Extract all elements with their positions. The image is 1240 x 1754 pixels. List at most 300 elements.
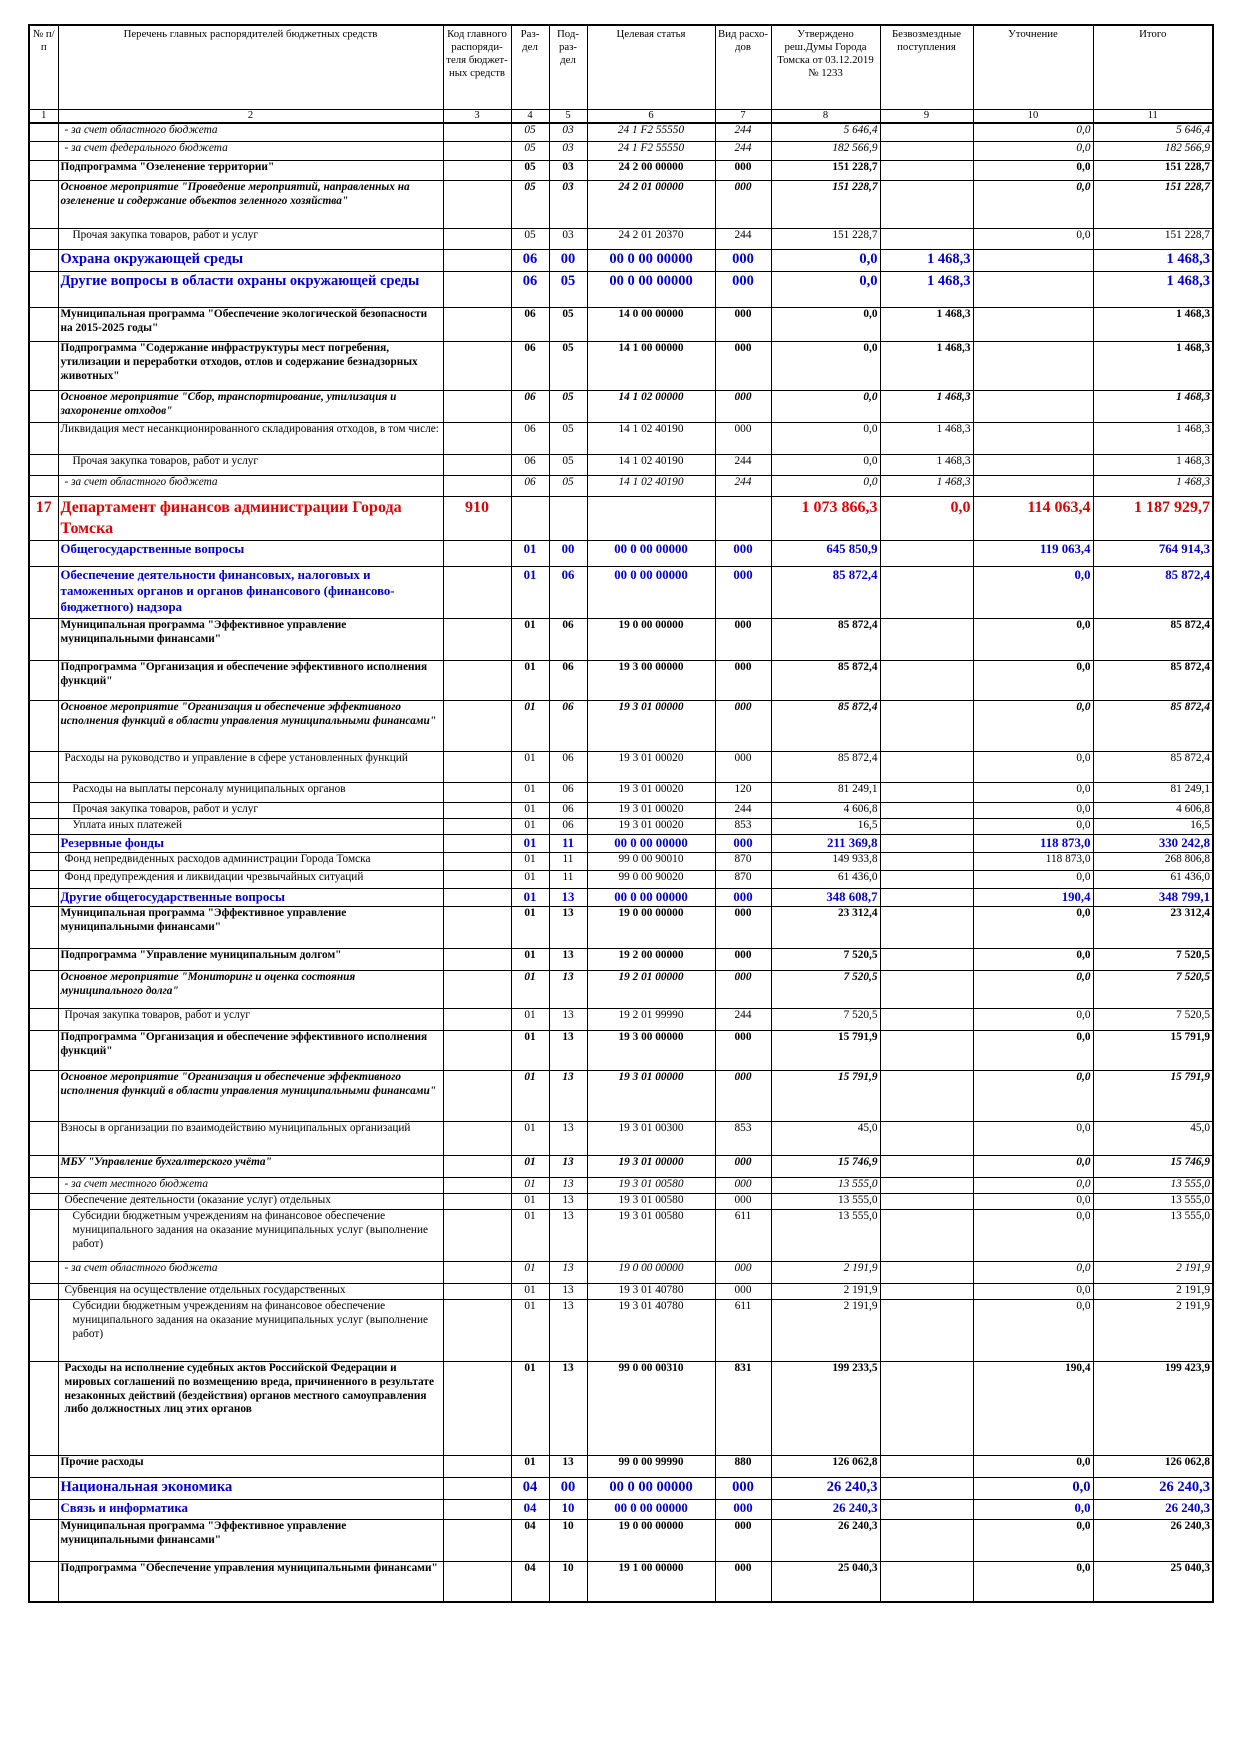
row-grants <box>880 701 973 752</box>
row-expense-type: 000 <box>715 1031 771 1071</box>
column-number-row <box>29 109 1213 123</box>
row-subsection: 06 <box>549 783 587 803</box>
row-section: 01 <box>511 567 549 619</box>
row-grants <box>880 1300 973 1362</box>
row-expense-type: 244 <box>715 803 771 819</box>
row-name: Подпрограмма "Озеленение территории" <box>58 161 443 181</box>
row-gr-code <box>443 229 511 250</box>
row-target-article: 19 3 01 40780 <box>587 1300 715 1362</box>
row-grants <box>880 161 973 181</box>
table-row <box>29 889 1213 907</box>
row-number <box>29 619 58 661</box>
row-gr-code <box>443 971 511 1009</box>
row-expense-type: 000 <box>715 1262 771 1284</box>
table-row <box>29 835 1213 853</box>
row-expense-type: 831 <box>715 1362 771 1456</box>
row-adjustment <box>973 423 1093 455</box>
row-adjustment: 0,0 <box>973 1478 1093 1500</box>
header-cell-num: № п/п <box>29 25 58 109</box>
row-grants <box>880 803 973 819</box>
row-number <box>29 907 58 949</box>
table-row <box>29 907 1213 949</box>
row-section: 05 <box>511 229 549 250</box>
row-subsection: 05 <box>549 476 587 497</box>
row-adjustment: 0,0 <box>973 819 1093 835</box>
row-total: 764 914,3 <box>1093 541 1213 567</box>
row-grants <box>880 541 973 567</box>
budget-table <box>28 24 1214 1603</box>
row-approved: 85 872,4 <box>771 567 880 619</box>
table-row <box>29 455 1213 476</box>
row-target-article: 24 2 01 00000 <box>587 181 715 229</box>
row-section: 05 <box>511 142 549 161</box>
row-gr-code <box>443 1362 511 1456</box>
row-expense-type: 000 <box>715 1562 771 1602</box>
row-name: Прочая закупка товаров, работ и услуг <box>58 229 443 250</box>
row-name: Муниципальная программа "Эффективное управление муниципальными финансами" <box>58 619 443 661</box>
row-approved: 199 233,5 <box>771 1362 880 1456</box>
row-approved: 85 872,4 <box>771 701 880 752</box>
row-approved: 151 228,7 <box>771 229 880 250</box>
row-total: 45,0 <box>1093 1122 1213 1156</box>
row-section: 01 <box>511 949 549 971</box>
table-row <box>29 161 1213 181</box>
row-name: Прочие расходы <box>58 1456 443 1478</box>
row-expense-type: 000 <box>715 1156 771 1178</box>
row-number <box>29 272 58 308</box>
row-target-article: 19 3 01 00580 <box>587 1210 715 1262</box>
table-row <box>29 803 1213 819</box>
row-name: - за счет областного бюджета <box>58 123 443 142</box>
row-adjustment: 118 873,0 <box>973 835 1093 853</box>
row-grants <box>880 229 973 250</box>
row-section: 01 <box>511 1178 549 1194</box>
header-cell-total: Итого <box>1093 25 1213 109</box>
row-approved: 2 191,9 <box>771 1284 880 1300</box>
row-adjustment: 0,0 <box>973 1262 1093 1284</box>
row-adjustment: 0,0 <box>973 1122 1093 1156</box>
row-name: Ликвидация мест несанкционированного складирования отходов, в том числе: <box>58 423 443 455</box>
row-gr-code <box>443 701 511 752</box>
row-gr-code <box>443 142 511 161</box>
row-adjustment: 0,0 <box>973 123 1093 142</box>
row-subsection: 13 <box>549 1071 587 1122</box>
table-row <box>29 1520 1213 1562</box>
row-subsection: 13 <box>549 1194 587 1210</box>
row-approved: 1 073 866,3 <box>771 497 880 541</box>
row-approved: 26 240,3 <box>771 1500 880 1520</box>
row-number <box>29 391 58 423</box>
row-subsection: 03 <box>549 229 587 250</box>
row-section: 01 <box>511 701 549 752</box>
row-grants <box>880 1031 973 1071</box>
row-adjustment: 0,0 <box>973 971 1093 1009</box>
row-grants <box>880 971 973 1009</box>
row-total: 15 791,9 <box>1093 1071 1213 1122</box>
row-total: 85 872,4 <box>1093 567 1213 619</box>
row-grants <box>880 1071 973 1122</box>
row-gr-code <box>443 1122 511 1156</box>
table-row <box>29 308 1213 342</box>
row-number <box>29 889 58 907</box>
row-expense-type: 853 <box>715 1122 771 1156</box>
row-total: 26 240,3 <box>1093 1500 1213 1520</box>
row-total: 7 520,5 <box>1093 949 1213 971</box>
row-name: Основное мероприятие "Проведение мероприятий, направленных на озеленение и содержание объектов зеленного хозяйства" <box>58 181 443 229</box>
row-adjustment: 0,0 <box>973 1009 1093 1031</box>
row-grants <box>880 1562 973 1602</box>
row-name: Расходы на исполнение судебных актов Российской Федерации и мировых соглашений по возмещению вреда, причиненного в результате незаконных действий (бездействия) органов местного самоуправления либо должностных лиц этих органов <box>58 1362 443 1456</box>
row-subsection: 00 <box>549 1478 587 1500</box>
row-target-article: 99 0 00 00310 <box>587 1362 715 1456</box>
row-number <box>29 250 58 272</box>
row-adjustment: 0,0 <box>973 1178 1093 1194</box>
row-approved: 13 555,0 <box>771 1178 880 1194</box>
row-subsection: 11 <box>549 835 587 853</box>
row-name: Прочая закупка товаров, работ и услуг <box>58 1009 443 1031</box>
row-gr-code <box>443 250 511 272</box>
row-gr-code <box>443 1478 511 1500</box>
row-section: 06 <box>511 272 549 308</box>
row-section: 01 <box>511 889 549 907</box>
header-cell-name: Перечень главных распорядителей бюджетных средств <box>58 25 443 109</box>
row-approved: 85 872,4 <box>771 661 880 701</box>
row-grants <box>880 1478 973 1500</box>
column-number: 6 <box>587 109 715 123</box>
row-expense-type: 000 <box>715 250 771 272</box>
row-grants <box>880 1520 973 1562</box>
row-total: 26 240,3 <box>1093 1478 1213 1500</box>
row-total: 330 242,8 <box>1093 835 1213 853</box>
row-gr-code <box>443 1456 511 1478</box>
table-row <box>29 423 1213 455</box>
row-total: 15 746,9 <box>1093 1156 1213 1178</box>
column-number: 5 <box>549 109 587 123</box>
row-section: 01 <box>511 1456 549 1478</box>
row-gr-code <box>443 1262 511 1284</box>
column-number: 4 <box>511 109 549 123</box>
row-number <box>29 971 58 1009</box>
row-target-article: 19 1 00 00000 <box>587 1562 715 1602</box>
row-target-article: 19 3 01 00020 <box>587 803 715 819</box>
row-section: 01 <box>511 971 549 1009</box>
row-gr-code <box>443 423 511 455</box>
table-row <box>29 1031 1213 1071</box>
row-expense-type: 000 <box>715 1194 771 1210</box>
row-gr-code <box>443 181 511 229</box>
row-expense-type: 000 <box>715 971 771 1009</box>
row-subsection: 05 <box>549 455 587 476</box>
row-gr-code <box>443 1300 511 1362</box>
row-adjustment: 0,0 <box>973 949 1093 971</box>
table-row <box>29 1362 1213 1456</box>
row-expense-type: 000 <box>715 567 771 619</box>
row-gr-code <box>443 661 511 701</box>
row-subsection: 11 <box>549 871 587 889</box>
row-target-article: 00 0 00 00000 <box>587 835 715 853</box>
row-adjustment: 0,0 <box>973 871 1093 889</box>
row-subsection: 06 <box>549 752 587 783</box>
row-total: 2 191,9 <box>1093 1300 1213 1362</box>
row-adjustment: 0,0 <box>973 1456 1093 1478</box>
row-name: Основное мероприятие "Сбор, транспортирование, утилизация и захоронение отходов" <box>58 391 443 423</box>
row-target-article: 24 2 00 00000 <box>587 161 715 181</box>
row-number <box>29 567 58 619</box>
row-adjustment: 0,0 <box>973 142 1093 161</box>
row-gr-code <box>443 619 511 661</box>
row-approved: 13 555,0 <box>771 1210 880 1262</box>
row-target-article: 19 0 00 00000 <box>587 907 715 949</box>
row-gr-code <box>443 161 511 181</box>
row-expense-type: 000 <box>715 661 771 701</box>
row-name: Уплата иных платежей <box>58 819 443 835</box>
row-section: 01 <box>511 783 549 803</box>
row-total: 1 468,3 <box>1093 272 1213 308</box>
row-approved: 61 436,0 <box>771 871 880 889</box>
row-target-article: 19 3 00 00000 <box>587 661 715 701</box>
table-row <box>29 1500 1213 1520</box>
row-approved: 151 228,7 <box>771 161 880 181</box>
row-name: Охрана окружающей среды <box>58 250 443 272</box>
row-adjustment <box>973 342 1093 391</box>
budget-rows <box>29 123 1213 1602</box>
row-grants <box>880 819 973 835</box>
row-total: 4 606,8 <box>1093 803 1213 819</box>
row-gr-code <box>443 342 511 391</box>
row-section: 01 <box>511 907 549 949</box>
column-number: 3 <box>443 109 511 123</box>
row-number <box>29 803 58 819</box>
row-expense-type: 870 <box>715 871 771 889</box>
row-total: 1 187 929,7 <box>1093 497 1213 541</box>
row-total: 199 423,9 <box>1093 1362 1213 1456</box>
row-target-article: 14 1 02 00000 <box>587 391 715 423</box>
row-number <box>29 1284 58 1300</box>
row-target-article: 00 0 00 00000 <box>587 1478 715 1500</box>
row-expense-type: 000 <box>715 1071 771 1122</box>
row-subsection: 10 <box>549 1500 587 1520</box>
table-row <box>29 476 1213 497</box>
row-section: 01 <box>511 752 549 783</box>
row-gr-code <box>443 541 511 567</box>
row-name: Муниципальная программа "Эффективное управление муниципальными финансами" <box>58 1520 443 1562</box>
row-adjustment: 0,0 <box>973 1210 1093 1262</box>
row-expense-type: 880 <box>715 1456 771 1478</box>
row-section: 06 <box>511 455 549 476</box>
row-expense-type: 611 <box>715 1300 771 1362</box>
row-grants <box>880 1210 973 1262</box>
row-adjustment: 0,0 <box>973 661 1093 701</box>
row-gr-code <box>443 853 511 871</box>
row-grants <box>880 1284 973 1300</box>
row-subsection: 13 <box>549 1178 587 1194</box>
row-approved: 182 566,9 <box>771 142 880 161</box>
row-subsection: 13 <box>549 1031 587 1071</box>
row-expense-type <box>715 497 771 541</box>
row-approved: 0,0 <box>771 250 880 272</box>
row-grants <box>880 1456 973 1478</box>
row-adjustment <box>973 391 1093 423</box>
row-total: 7 520,5 <box>1093 971 1213 1009</box>
row-adjustment <box>973 455 1093 476</box>
row-approved: 15 746,9 <box>771 1156 880 1178</box>
row-approved: 0,0 <box>771 391 880 423</box>
row-expense-type: 000 <box>715 342 771 391</box>
row-subsection: 13 <box>549 1156 587 1178</box>
row-target-article <box>587 497 715 541</box>
row-total: 2 191,9 <box>1093 1284 1213 1300</box>
table-row <box>29 853 1213 871</box>
row-target-article: 19 0 00 00000 <box>587 1520 715 1562</box>
row-name: Национальная экономика <box>58 1478 443 1500</box>
row-expense-type: 853 <box>715 819 771 835</box>
row-subsection: 10 <box>549 1520 587 1562</box>
row-number <box>29 1031 58 1071</box>
table-row <box>29 142 1213 161</box>
table-row <box>29 1284 1213 1300</box>
row-total: 23 312,4 <box>1093 907 1213 949</box>
row-approved: 81 249,1 <box>771 783 880 803</box>
row-number <box>29 423 58 455</box>
row-gr-code <box>443 1009 511 1031</box>
row-expense-type: 000 <box>715 541 771 567</box>
row-target-article: 14 0 00 00000 <box>587 308 715 342</box>
row-section: 04 <box>511 1520 549 1562</box>
row-target-article: 14 1 00 00000 <box>587 342 715 391</box>
row-adjustment: 0,0 <box>973 229 1093 250</box>
row-target-article: 00 0 00 00000 <box>587 250 715 272</box>
row-gr-code <box>443 391 511 423</box>
row-gr-code <box>443 889 511 907</box>
row-expense-type: 244 <box>715 1009 771 1031</box>
row-number: 17 <box>29 497 58 541</box>
row-section: 06 <box>511 476 549 497</box>
row-total: 13 555,0 <box>1093 1194 1213 1210</box>
row-section: 04 <box>511 1478 549 1500</box>
row-adjustment: 0,0 <box>973 1156 1093 1178</box>
row-target-article: 19 3 01 00020 <box>587 819 715 835</box>
row-number <box>29 1178 58 1194</box>
row-grants: 1 468,3 <box>880 476 973 497</box>
row-subsection: 10 <box>549 1562 587 1602</box>
row-section: 01 <box>511 1362 549 1456</box>
row-number <box>29 835 58 853</box>
row-name: Субсидии бюджетным учреждениям на финансовое обеспечение муниципального задания на оказание муниципальных услуг (выполнение работ) <box>58 1300 443 1362</box>
row-number <box>29 1262 58 1284</box>
row-subsection: 13 <box>549 1284 587 1300</box>
row-expense-type: 000 <box>715 1284 771 1300</box>
row-number <box>29 123 58 142</box>
row-total: 182 566,9 <box>1093 142 1213 161</box>
row-grants <box>880 567 973 619</box>
row-subsection: 13 <box>549 889 587 907</box>
table-row <box>29 123 1213 142</box>
row-subsection <box>549 497 587 541</box>
row-number <box>29 541 58 567</box>
column-number: 7 <box>715 109 771 123</box>
row-number <box>29 1362 58 1456</box>
row-grants <box>880 907 973 949</box>
row-adjustment: 0,0 <box>973 907 1093 949</box>
row-target-article: 19 2 01 99990 <box>587 1009 715 1031</box>
row-target-article: 19 3 01 00020 <box>587 752 715 783</box>
row-gr-code <box>443 1194 511 1210</box>
row-approved: 645 850,9 <box>771 541 880 567</box>
row-grants <box>880 123 973 142</box>
row-subsection: 05 <box>549 423 587 455</box>
row-approved: 348 608,7 <box>771 889 880 907</box>
row-approved: 151 228,7 <box>771 181 880 229</box>
row-approved: 85 872,4 <box>771 752 880 783</box>
row-target-article: 19 3 01 00000 <box>587 1156 715 1178</box>
row-total: 1 468,3 <box>1093 250 1213 272</box>
row-number <box>29 342 58 391</box>
row-expense-type: 000 <box>715 391 771 423</box>
row-adjustment: 0,0 <box>973 1500 1093 1520</box>
row-number <box>29 1071 58 1122</box>
row-subsection: 13 <box>549 1300 587 1362</box>
row-expense-type: 000 <box>715 889 771 907</box>
row-grants <box>880 1009 973 1031</box>
row-target-article: 19 3 01 00300 <box>587 1122 715 1156</box>
row-name: Резервные фонды <box>58 835 443 853</box>
row-total: 7 520,5 <box>1093 1009 1213 1031</box>
row-gr-code <box>443 835 511 853</box>
row-target-article: 24 1 F2 55550 <box>587 142 715 161</box>
column-number: 2 <box>58 109 443 123</box>
row-number <box>29 1500 58 1520</box>
row-name: Общегосударственные вопросы <box>58 541 443 567</box>
row-subsection: 13 <box>549 1210 587 1262</box>
column-number: 9 <box>880 109 973 123</box>
row-adjustment <box>973 308 1093 342</box>
row-number <box>29 142 58 161</box>
row-approved: 25 040,3 <box>771 1562 880 1602</box>
row-subsection: 06 <box>549 803 587 819</box>
row-section: 01 <box>511 1031 549 1071</box>
row-name: Фонд непредвиденных расходов администрации Города Томска <box>58 853 443 871</box>
row-target-article: 19 3 01 00000 <box>587 1071 715 1122</box>
row-approved: 26 240,3 <box>771 1478 880 1500</box>
row-grants <box>880 1362 973 1456</box>
table-row <box>29 1300 1213 1362</box>
row-subsection: 03 <box>549 142 587 161</box>
row-section: 06 <box>511 308 549 342</box>
row-total: 1 468,3 <box>1093 423 1213 455</box>
row-total: 151 228,7 <box>1093 229 1213 250</box>
row-gr-code <box>443 272 511 308</box>
column-number: 11 <box>1093 109 1213 123</box>
row-total: 81 249,1 <box>1093 783 1213 803</box>
header-cell-section: Раз-дел <box>511 25 549 109</box>
row-expense-type: 000 <box>715 423 771 455</box>
row-target-article: 99 0 00 99990 <box>587 1456 715 1478</box>
row-total: 85 872,4 <box>1093 752 1213 783</box>
row-grants: 1 468,3 <box>880 272 973 308</box>
row-section: 05 <box>511 181 549 229</box>
row-approved: 23 312,4 <box>771 907 880 949</box>
table-row <box>29 819 1213 835</box>
row-expense-type: 611 <box>715 1210 771 1262</box>
row-subsection: 06 <box>549 619 587 661</box>
row-target-article: 19 2 01 00000 <box>587 971 715 1009</box>
row-approved: 211 369,8 <box>771 835 880 853</box>
row-section: 05 <box>511 123 549 142</box>
row-section: 01 <box>511 619 549 661</box>
row-number <box>29 1456 58 1478</box>
row-approved: 149 933,8 <box>771 853 880 871</box>
table-row <box>29 1156 1213 1178</box>
